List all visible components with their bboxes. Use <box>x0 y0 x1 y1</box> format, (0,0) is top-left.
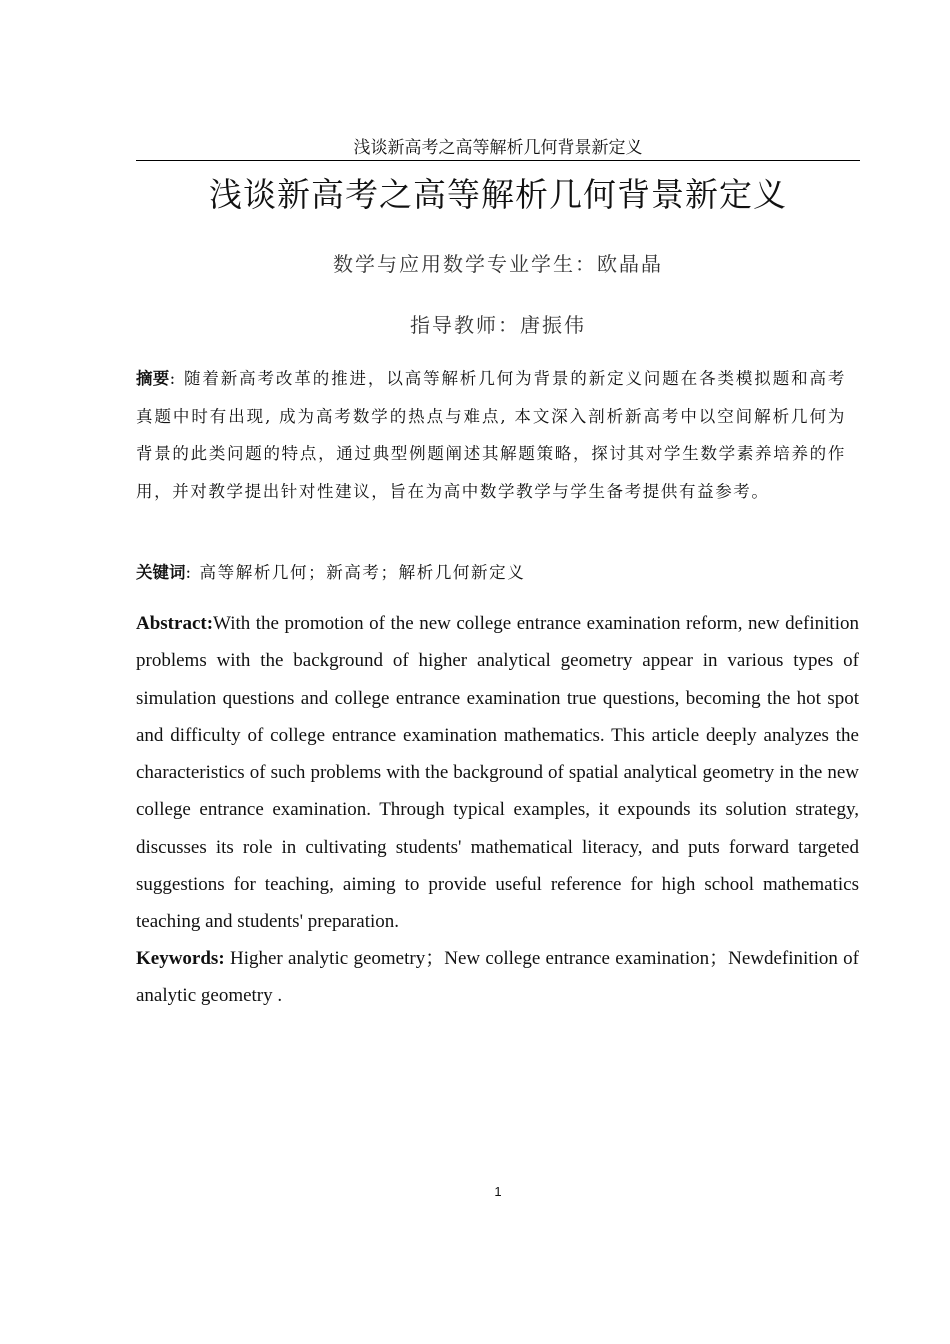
author-line: 数学与应用数学专业学生：欧晶晶 <box>333 252 663 276</box>
chinese-abstract-text: 随着新高考改革的推进，以高等解析几何为背景的新定义问题在各类模拟题和高考真题中时有出现, 成为高考数学的热点与难点, 本文深入剖析新高考中以空间解析几何为背景的此类问题的特点，通过典型例题阐述其解题策略，探讨其对学生数学素养培养的作用，并对教学提出针对性建议，旨在为高中数学教学与学生备考提供有益参考。 <box>136 369 846 501</box>
page-number: 1 <box>494 1184 502 1199</box>
english-abstract-text: With the promotion of the new college entrance examination reform, new definition problems with the background of higher analytical geometry appear in various types of simulation questions and college entrance examination true questions, becoming the hot spot and difficulty of college entrance examination mathematics. This article deeply analyzes the characteristics of such problems with the background of spatial analytical geometry in the new college entrance examination. Through typical examples, it expounds its solution strategy, discusses its role in cultivating students' mathematical literacy, and puts forward targeted suggestions for teaching, aiming to provide useful reference for high school mathematics teaching and students' preparation. <box>136 613 859 933</box>
chinese-keywords-text: 高等解析几何；新高考；解析几何新定义 <box>199 563 526 582</box>
chinese-keywords-label: 关键词 <box>136 563 186 582</box>
english-keywords-label: Keywords: <box>136 948 225 969</box>
advisor-line: 指导教师：唐振伟 <box>410 313 586 337</box>
running-header-title: 浅谈新高考之高等解析几何背景新定义 <box>353 138 643 158</box>
chinese-keywords-separator: : <box>185 563 193 582</box>
english-keywords-text: Higher analytic geometry；New college entrance examination；Newdefinition of analytic geometry . <box>136 948 860 1007</box>
english-abstract-label: Abstract: <box>136 613 214 634</box>
running-header <box>136 136 860 161</box>
english-abstract <box>136 605 859 941</box>
english-keywords <box>136 940 859 1015</box>
chinese-abstract-separator: : <box>169 369 177 388</box>
chinese-abstract-label: 摘要 <box>136 369 170 388</box>
chinese-abstract <box>136 360 846 510</box>
chinese-keywords <box>136 558 860 588</box>
paper-title: 浅谈新高考之高等解析几何背景新定义 <box>209 175 787 214</box>
